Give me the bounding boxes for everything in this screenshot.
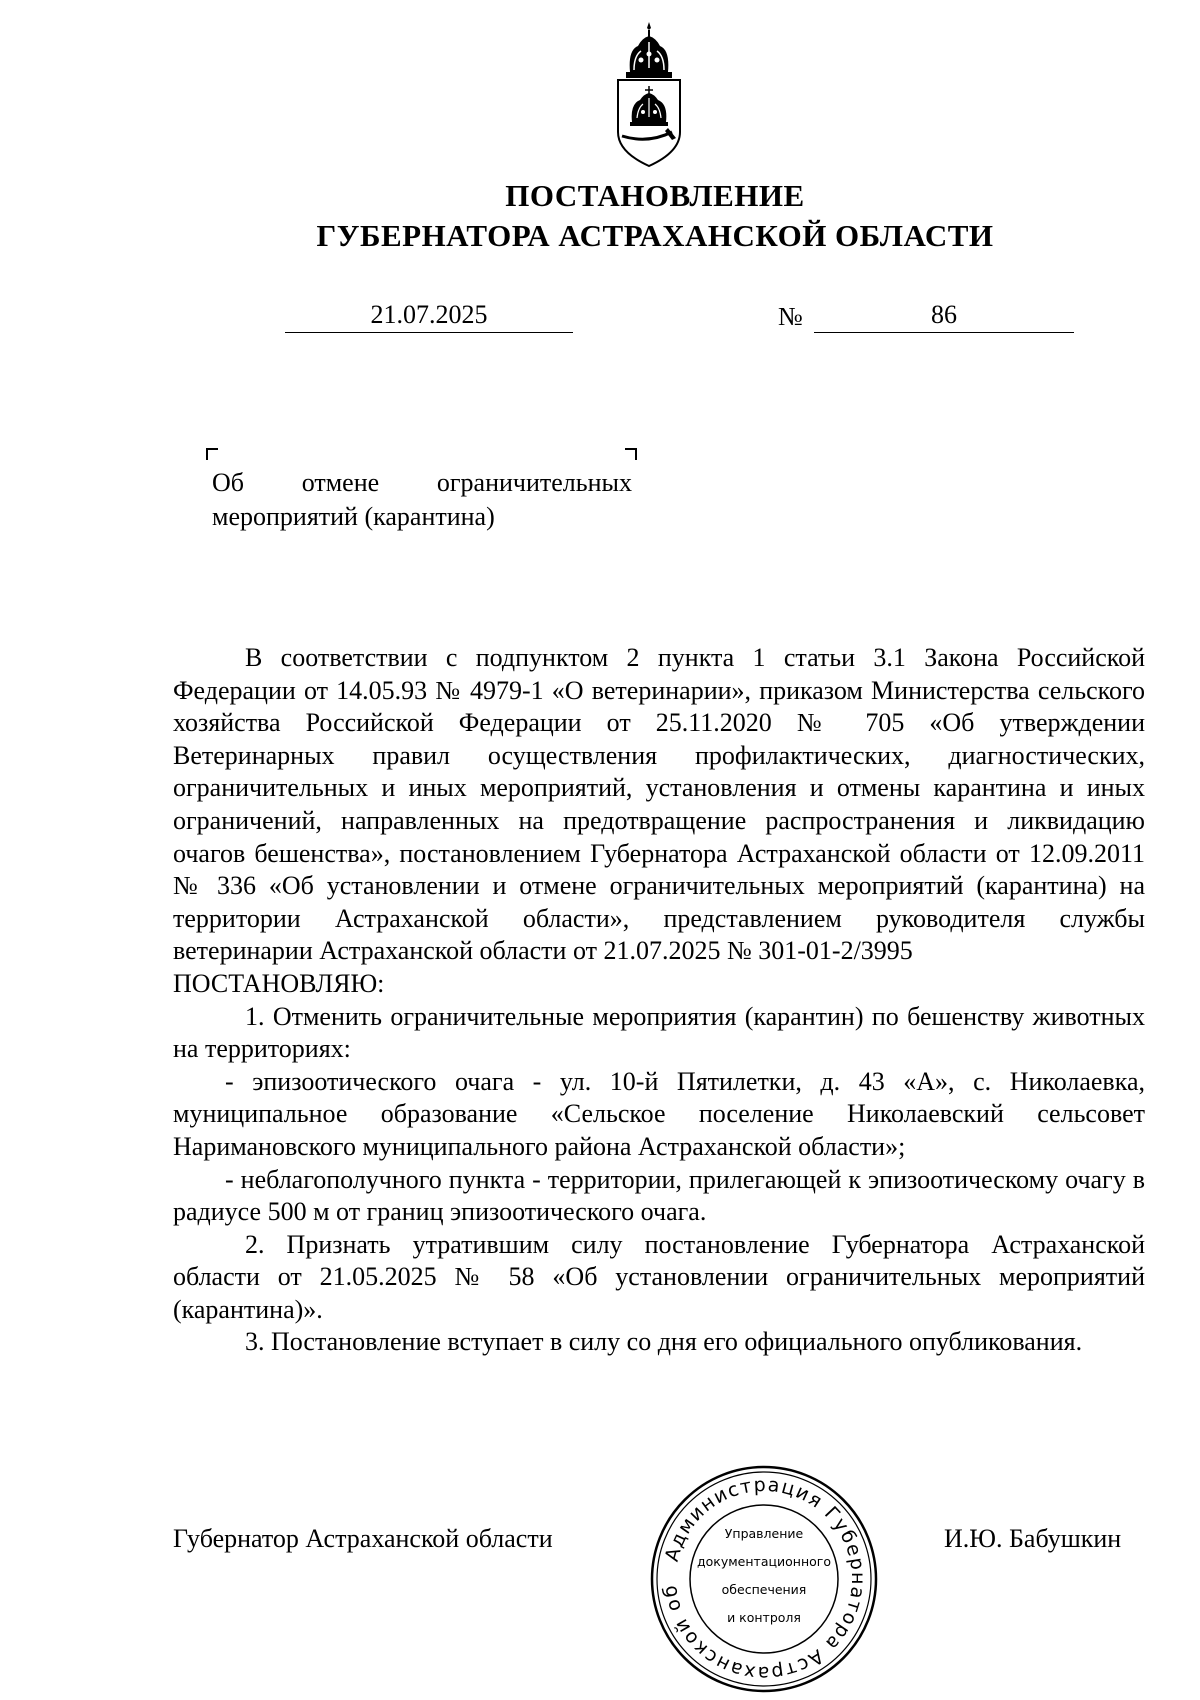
- stamp-inner-line-2: документационного: [697, 1554, 831, 1569]
- item-1: 1. Отменить ограничительные мероприятия (карантин) по бешенству животных на территориях:: [173, 1001, 1145, 1064]
- corner-mark-left: [206, 448, 218, 460]
- decree-word: ПОСТАНОВЛЯЮ:: [173, 968, 385, 998]
- document-body: [173, 642, 1145, 1359]
- document-date: 21.07.2025: [285, 298, 573, 333]
- item-1-subitem-1: - эпизоотического очага - ул. 10-й Пятилетки, д. 43 «А», с. Николаевка, муниципальное образование «Сельское поселение Николаевский сельсовет Наримановского муниципального района Астраханской области»;: [173, 1066, 1145, 1161]
- corner-mark-right: [625, 448, 637, 460]
- number-label: №: [778, 302, 803, 331]
- document-number: 86: [814, 298, 1074, 333]
- svg-text:Администрация Губернатора Астр: [648, 1463, 869, 1684]
- stamp-inner-line-1: Управление: [724, 1526, 804, 1541]
- item-1-subitem-2: - неблагополучного пункта - территории, прилегающей к эпизоотическому очагу в радиусе 500 м от границ эпизоотического очага.: [173, 1164, 1145, 1227]
- subject-line-1: Об отмене ограничительных: [212, 468, 632, 497]
- coat-of-arms-icon: [608, 20, 690, 170]
- stamp-inner-line-3: обеспечения: [721, 1582, 807, 1597]
- preamble-paragraph: В соответствии с подпунктом 2 пункта 1 статьи 3.1 Закона Российской Федерации от 14.05.93 № 4979-1 «О ветеринарии», приказом Министерства сельского хозяйства Российской Федерации от 25.11.2020 № 705 «Об утверждении Ветеринарных правил осуществления профилактических, диагностических, ограничительных и иных мероприятий, установления и отмены карантина и иных ограничений, направленных на предотвращение распространения и ликвидацию очагов бешенства», постановлением Губернатора Астраханской области от 12.09.2011 № 336 «Об установлении и отмене ограничительных мероприятий (карантина) на территории Астраханской области», представлением руководителя службы ветеринарии Астраханской области от 21.07.2025 № 301-01-2/3995: [173, 643, 1145, 966]
- document-subject: [212, 466, 632, 534]
- item-2: 2. Признать утратившим силу постановление Губернатора Астраханской области от 21.05.2025 № 58 «Об установлении ограничительных мероприятий (карантина)».: [173, 1229, 1145, 1324]
- document-type-title: ПОСТАНОВЛЕНИЕ: [505, 178, 805, 213]
- stamp-outer-text: Администрация Губернатора Астраханской об: [658, 1473, 870, 1685]
- item-3: 3. Постановление вступает в силу со дня его официального опубликования.: [245, 1327, 1083, 1357]
- stamp-inner-line-4: и контроля: [727, 1610, 801, 1625]
- signatory-position: Губернатор Астраханской области: [173, 1524, 553, 1553]
- subject-line-2: мероприятий (карантина): [212, 502, 495, 531]
- official-stamp: [648, 1463, 880, 1695]
- signatory-name: И.Ю. Бабушкин: [944, 1524, 1122, 1553]
- issuer-title: ГУБЕРНАТОРА АСТРАХАНСКОЙ ОБЛАСТИ: [316, 218, 994, 253]
